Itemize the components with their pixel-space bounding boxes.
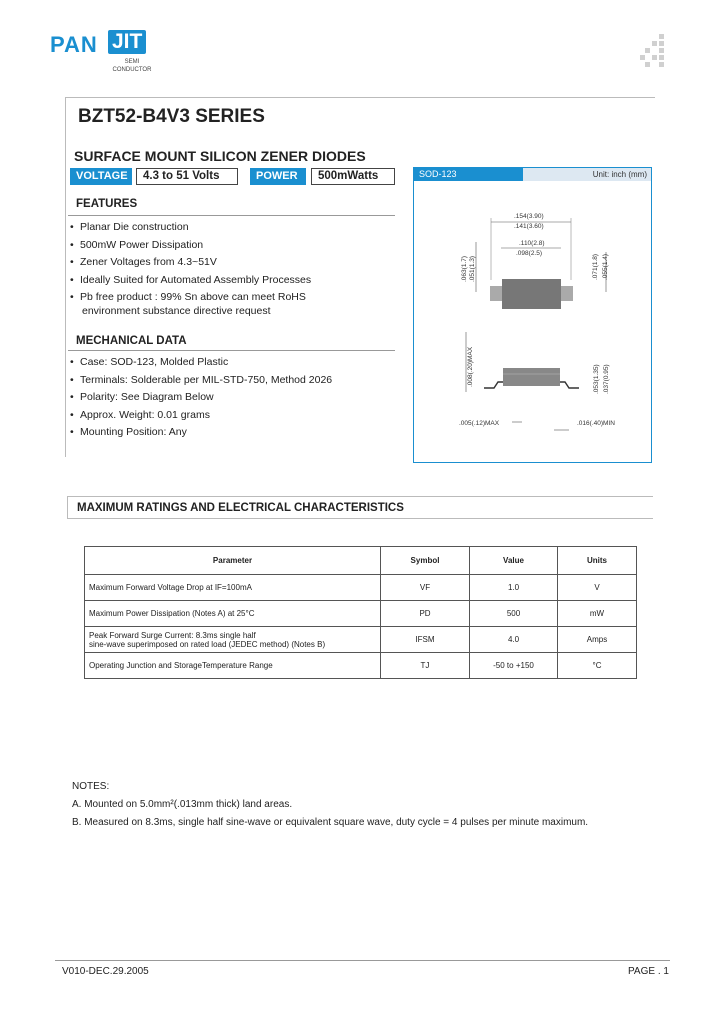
ratings-table: [84, 546, 637, 679]
value-cell: 500: [470, 601, 558, 627]
logo-sub-line1: SEMI: [124, 59, 140, 65]
value-cell: 1.0: [470, 575, 558, 601]
symbol-cell: TJ: [381, 653, 470, 679]
param-line1: Peak Forward Surge Current: 8.3ms single half: [89, 630, 256, 640]
package-drawing: [414, 182, 651, 462]
col-parameter: Parameter: [85, 547, 381, 575]
features-heading: FEATURES: [76, 198, 138, 210]
footer-version: V010-DEC.29.2005: [62, 966, 149, 977]
package-name: SOD-123: [414, 168, 523, 181]
col-value: Value: [470, 547, 558, 575]
voltage-label: VOLTAGE: [70, 168, 132, 185]
logo-pan-text: PAN: [50, 32, 98, 57]
note-b: B. Measured on 8.3ms, single half sine-wave or equivalent square wave, duty cycle = 4 pulses per minute maximum.: [72, 817, 589, 828]
ratings-heading: MAXIMUM RATINGS AND ELECTRICAL CHARACTERISTICS: [77, 502, 404, 514]
value-cell: -50 to +150: [470, 653, 558, 679]
list-item: • Planar Die construction: [70, 221, 189, 233]
dim-right-h-2: .055(1.4): [602, 253, 609, 280]
notes-section: [72, 778, 588, 832]
features-continuation: environment substance directive request: [82, 305, 271, 317]
list-item: • Mounting Position: Any: [70, 426, 187, 438]
page-subtitle: SURFACE MOUNT SILICON ZENER DIODES: [74, 148, 366, 164]
features-divider: [68, 215, 395, 216]
col-units: Units: [558, 547, 637, 575]
footer-page: PAGE . 1: [628, 966, 669, 977]
table-header-row: [85, 547, 637, 575]
logo-subtitle: [107, 58, 157, 74]
symbol-cell: PD: [381, 601, 470, 627]
dim-left-h-2: .051(1.3): [469, 255, 476, 282]
list-item: • Terminals: Solderable per MIL-STD-750, Method 2026: [70, 373, 333, 386]
symbol-cell: VF: [381, 575, 470, 601]
note-a: A. Mounted on 5.0mm²(.013mm thick) land areas.: [72, 799, 293, 810]
notes-heading: NOTES:: [72, 781, 110, 792]
list-item: • Case: SOD-123, Molded Plastic: [70, 356, 229, 368]
param-line2: sine-wave superimposed on rated load (JEDEC method) (Notes B): [89, 639, 326, 649]
list-item: • 500mW Power Dissipation: [70, 238, 204, 251]
dim-bottom-left: .005(.12)MAX: [459, 420, 500, 427]
dim-top-width-2: .141(3.60): [514, 223, 544, 230]
dim-side-h: .008(.20)MAX: [467, 346, 474, 387]
dim-side-r-2: .037(0.95): [603, 364, 610, 394]
param-cell: Maximum Power Dissipation (Notes A) at 25°C: [85, 601, 381, 627]
list-item: • Polarity: See Diagram Below: [70, 391, 214, 403]
param-cell: Operating Junction and StorageTemperature Range: [85, 653, 381, 679]
param-cell: [85, 627, 381, 653]
page-title: BZT52-B4V3 SERIES: [78, 106, 265, 127]
unit-cell: mW: [558, 601, 637, 627]
table-row: [85, 575, 637, 601]
dim-left-h-1: .063(1.7): [461, 255, 468, 282]
table-row: [85, 653, 637, 679]
decorative-dots-icon: [640, 34, 670, 68]
dim-right-h-1: .071(1.8): [592, 253, 599, 280]
symbol-cell: IFSM: [381, 627, 470, 653]
features-list: [70, 219, 400, 307]
dim-top-width-1: .154(3.90): [514, 213, 544, 220]
list-item: • Zener Voltages from 4.3~51V: [70, 256, 217, 268]
list-item: • Ideally Suited for Automated Assembly Processes: [70, 273, 312, 286]
dim-body-width-1: .110(2.8): [519, 240, 545, 247]
col-symbol: Symbol: [381, 547, 470, 575]
logo-jit-text: JIT: [108, 30, 146, 54]
param-cell: Maximum Forward Voltage Drop at IF=100mA: [85, 575, 381, 601]
footer-divider: [55, 960, 670, 961]
mechanical-list: [70, 354, 400, 442]
dim-side-r-1: .053(1.35): [593, 364, 600, 394]
table-row: [85, 601, 637, 627]
logo-sub-line2: CONDUCTOR: [112, 67, 152, 73]
mechanical-divider: [68, 350, 395, 351]
voltage-value: 4.3 to 51 Volts: [136, 168, 238, 185]
value-cell: 4.0: [470, 627, 558, 653]
unit-cell: °C: [558, 653, 637, 679]
list-item: • Pb free product : 99% Sn above can meet RoHS: [70, 291, 306, 303]
table-row: [85, 627, 637, 653]
mechanical-heading: MECHANICAL DATA: [76, 335, 187, 347]
dim-body-width-2: .098(2.5): [516, 250, 543, 257]
package-unit: Unit: inch (mm): [523, 168, 651, 181]
power-value: 500mWatts: [311, 168, 395, 185]
list-item: • Approx. Weight: 0.01 grams: [70, 408, 210, 421]
unit-cell: V: [558, 575, 637, 601]
unit-cell: Amps: [558, 627, 637, 653]
power-label: POWER: [250, 168, 306, 185]
dim-bottom-right: .016(.40)MIN: [577, 420, 615, 427]
